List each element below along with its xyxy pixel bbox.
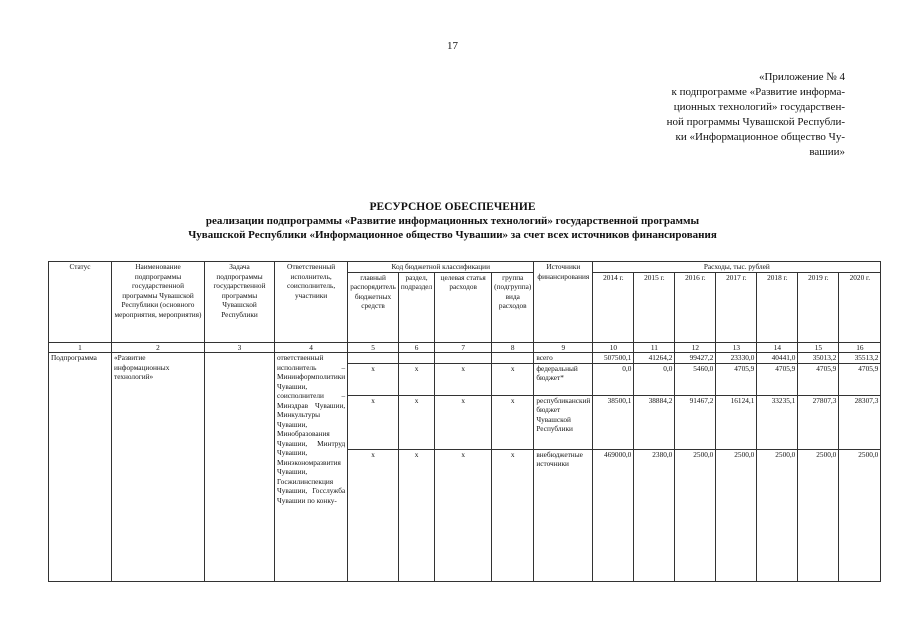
code-group: x: [492, 363, 534, 395]
code-main-manager: x: [348, 449, 399, 581]
header-target: целевая статья расходов: [435, 272, 492, 342]
code-target: [435, 353, 492, 364]
value-cell: 2500,0: [839, 449, 881, 581]
header-year: 2014 г.: [593, 272, 634, 342]
source-label: республиканский бюджет Чувашской Республики: [534, 395, 593, 449]
value-cell: 35513,2: [839, 353, 881, 364]
value-cell: 28307,3: [839, 395, 881, 449]
code-section: x: [398, 395, 434, 449]
code-target: x: [435, 395, 492, 449]
col-number: 10: [593, 342, 634, 353]
code-section: x: [398, 363, 434, 395]
header-section: раздел, подраздел: [398, 272, 434, 342]
appendix-line: ционных технологий» государствен-: [673, 101, 845, 113]
header-year: 2016 г.: [675, 272, 716, 342]
column-number-row: [49, 342, 881, 353]
appendix-line: ки «Информационное общество Чу-: [675, 131, 845, 143]
col-number: 14: [757, 342, 798, 353]
header-year: 2017 г.: [716, 272, 757, 342]
value-cell: 4705,9: [839, 363, 881, 395]
value-cell: 0,0: [593, 363, 634, 395]
code-group: x: [492, 449, 534, 581]
value-cell: 38884,2: [634, 395, 675, 449]
header-group: группа (подгруппа) вида расходов: [492, 272, 534, 342]
code-main-manager: [348, 353, 399, 364]
header-main-manager: главный распорядитель бюджетных средств: [348, 272, 399, 342]
value-cell: 4705,9: [716, 363, 757, 395]
appendix-note: [605, 70, 845, 160]
row-task: [205, 353, 275, 582]
source-label: всего: [534, 353, 593, 364]
code-target: x: [435, 449, 492, 581]
col-number: 4: [275, 342, 348, 353]
header-task: Задача подпрограммы государственной программы Чувашской Республики: [205, 262, 275, 343]
code-section: x: [398, 449, 434, 581]
col-number: 15: [798, 342, 839, 353]
code-target: x: [435, 363, 492, 395]
appendix-line: к подпрограмме «Развитие информа-: [671, 86, 845, 98]
value-cell: 4705,9: [798, 363, 839, 395]
code-main-manager: x: [348, 395, 399, 449]
value-cell: 40441,0: [757, 353, 798, 364]
value-cell: 41264,2: [634, 353, 675, 364]
document-title: [0, 200, 905, 242]
value-cell: 2500,0: [716, 449, 757, 581]
title-line-3: Чувашской Республики «Информационное общество Чувашии» за счет всех источников финансирования: [188, 229, 717, 241]
value-cell: 38500,1: [593, 395, 634, 449]
col-number: 8: [492, 342, 534, 353]
source-label: федеральный бюджет*: [534, 363, 593, 395]
value-cell: 33235,1: [757, 395, 798, 449]
value-cell: 27807,3: [798, 395, 839, 449]
col-number: 13: [716, 342, 757, 353]
header-year: 2020 г.: [839, 272, 881, 342]
col-number: 16: [839, 342, 881, 353]
appendix-line: «Приложение № 4: [758, 71, 845, 83]
header-year: 2015 г.: [634, 272, 675, 342]
header-executor: Ответственный исполнитель, соисполнитель, участники: [275, 262, 348, 343]
value-cell: 5460,0: [675, 363, 716, 395]
value-cell: 4705,9: [757, 363, 798, 395]
row-status: Подпрограмма: [49, 353, 112, 582]
value-cell: 0,0: [634, 363, 675, 395]
title-line-2: реализации подпрограммы «Развитие информационных технологий» государственной программы: [205, 215, 700, 227]
col-number: 5: [348, 342, 399, 353]
appendix-line: ной программы Чувашской Республи-: [666, 116, 845, 128]
col-number: 9: [534, 342, 593, 353]
header-budget-code: Код бюджетной классификации: [348, 262, 534, 273]
value-cell: 23330,0: [716, 353, 757, 364]
col-number: 1: [49, 342, 112, 353]
row-executor: ответственный исполнитель – Мининформполитики Чувашии, соисполнители – Минздрав Чувашии, Минкультуры Чувашии, Минобразования Чувашии, Минтруд Чувашии, Минэкономразвития Чувашии, Госжилинспекция Чувашии, Госслужба Чувашии по конку-: [275, 353, 348, 582]
header-sources: Источники финансирования: [534, 262, 593, 343]
header-year: 2018 г.: [757, 272, 798, 342]
code-group: [492, 353, 534, 364]
code-group: x: [492, 395, 534, 449]
col-number: 7: [435, 342, 492, 353]
page-number: 17: [447, 40, 458, 52]
title-line-1: РЕСУРСНОЕ ОБЕСПЕЧЕНИЕ: [369, 201, 536, 213]
header-year: 2019 г.: [798, 272, 839, 342]
value-cell: 2500,0: [798, 449, 839, 581]
table-row: [49, 353, 881, 364]
header-name: Наименование подпрограммы государственной программы Чувашской Республики (основного мероприятия, мероприятия): [112, 262, 205, 343]
col-number: 6: [398, 342, 434, 353]
code-main-manager: x: [348, 363, 399, 395]
resource-table: [48, 261, 881, 582]
col-number: 11: [634, 342, 675, 353]
col-number: 3: [205, 342, 275, 353]
value-cell: 35013,2: [798, 353, 839, 364]
header-status: Статус: [49, 262, 112, 343]
value-cell: 99427,2: [675, 353, 716, 364]
appendix-line: вашии»: [809, 146, 845, 158]
col-number: 12: [675, 342, 716, 353]
col-number: 2: [112, 342, 205, 353]
value-cell: 2380,0: [634, 449, 675, 581]
header-expenses: Расходы, тыс. рублей: [593, 262, 881, 273]
value-cell: 2500,0: [675, 449, 716, 581]
value-cell: 507500,1: [593, 353, 634, 364]
value-cell: 91467,2: [675, 395, 716, 449]
code-section: [398, 353, 434, 364]
value-cell: 16124,1: [716, 395, 757, 449]
value-cell: 2500,0: [757, 449, 798, 581]
value-cell: 469000,0: [593, 449, 634, 581]
source-label: внебюджетные источники: [534, 449, 593, 581]
row-name: «Развитие информационных технологий»: [112, 353, 205, 582]
